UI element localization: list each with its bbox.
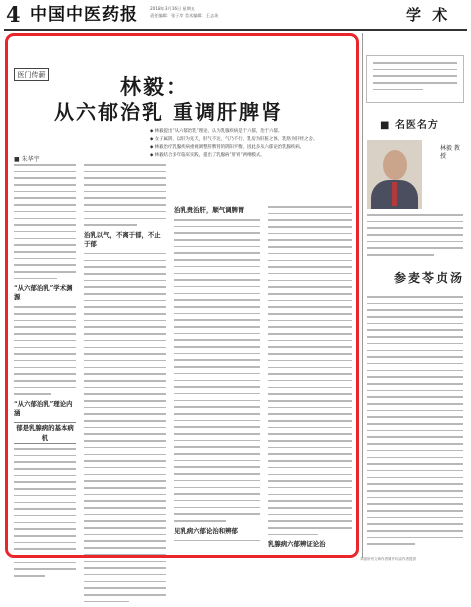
page-number: 4 <box>6 2 21 27</box>
doctor-photo <box>367 140 422 209</box>
header-rule <box>4 29 467 31</box>
prescription-heading: 参麦苓贞汤 <box>394 271 465 285</box>
highlight-frame <box>5 33 359 558</box>
prescription-text <box>367 296 463 550</box>
advertisement-box <box>366 55 464 103</box>
famous-doctor-title: ■ 名医名方 <box>380 120 439 131</box>
subhead: “从六郁治乳”理论内涵 <box>14 400 73 417</box>
article-title-line1: 林毅： <box>120 74 189 99</box>
byline: ■ 朱华宇 <box>14 156 40 163</box>
issue-date: 2018年3月16日 星期五 <box>150 6 196 11</box>
summary-point: ◆ 林毅结合多年临床实践，提出了乳腺病“肝胃”两纲模式。 <box>150 153 265 158</box>
section-title: 学 术 <box>406 6 451 24</box>
summary-point: ◆ 林毅治疗乳腺疾病重视调整肝脾肾的阴阳平衡，因此多从六郁论治乳腺疾病。 <box>150 145 305 150</box>
subhead: 治乳以气，不离于郁，不止于郁 <box>84 230 161 248</box>
subhead: 见乳病六郁论治和辨郁 <box>174 526 238 535</box>
subhead: 治乳贵治肝，顺气调脾胃 <box>174 206 245 214</box>
summary-point: ◆ 女子属阴，以肝为先天，肝气不达，气乃不行，乳房为肝脏之体，乳络为肝经之舍。 <box>150 137 318 142</box>
subhead: “从六郁治乳”学术渊源 <box>14 284 73 302</box>
column-divider <box>362 33 363 558</box>
editors-line: 责任编辑：张子岸 美术编辑：王志英 <box>150 13 219 18</box>
doctor-bio <box>367 214 463 261</box>
article-title-line2: 从六郁治乳 重调肝脾肾 <box>54 100 283 124</box>
newspaper-name: 中国中医药报 <box>30 5 138 25</box>
subhead-boxed: 郁是乳腺病的基本病机 <box>14 422 76 444</box>
page-footer-note: 本版所刊文章作者简介均由作者提供 <box>360 557 416 561</box>
subhead: 乳腺病六郁辨证论治 <box>268 540 326 549</box>
summary-point: ◆ 林毅提出“从六郁治乳”理论，认为乳腺疾病是于六郁，治于六郁。 <box>150 129 283 134</box>
doctor-label: 林毅 教授 <box>440 145 460 160</box>
column-tag: 医门传薪 <box>14 68 49 81</box>
square-icon: ■ <box>380 120 395 131</box>
